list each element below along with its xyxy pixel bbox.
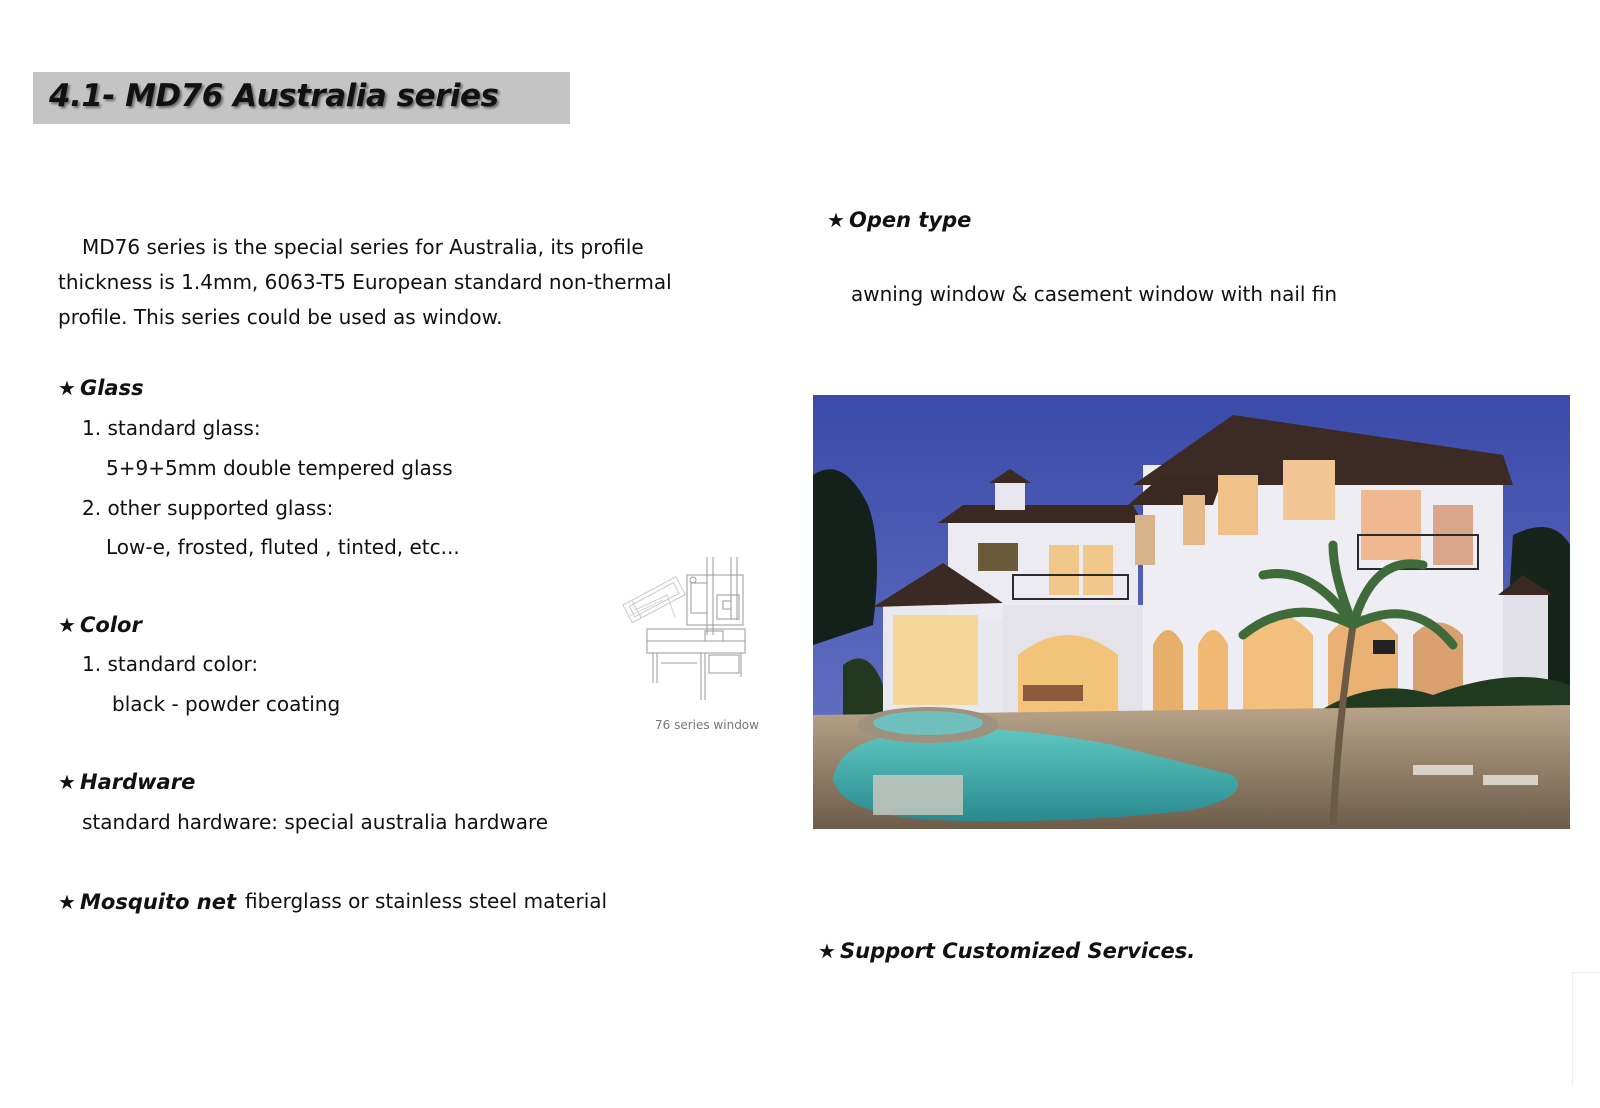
glass-item2-label: 2. other supported glass: <box>82 496 334 520</box>
color-item1-value: black - powder coating <box>112 692 341 716</box>
open-type-heading <box>827 208 971 232</box>
hardware-value: standard hardware: special australia hardware <box>82 810 549 834</box>
star-icon: ★ <box>58 613 76 637</box>
glass-heading <box>58 376 144 400</box>
villa-photo <box>813 395 1570 829</box>
open-type-heading-label: Open type <box>849 208 972 232</box>
intro-paragraph <box>58 230 678 335</box>
color-heading-label: Color <box>80 613 142 637</box>
customized-services-label: Support Customized Services. <box>840 939 1196 963</box>
mosquito-heading <box>58 890 236 914</box>
intro-line-2: thickness is 1.4mm, 6063-T5 European standard non-thermal <box>58 270 672 294</box>
mosquito-heading-label: Mosquito net <box>80 890 237 914</box>
page-title-bar <box>33 72 570 124</box>
hardware-heading <box>58 770 195 794</box>
profile-section-diagram <box>605 555 765 715</box>
glass-item1-label: 1. standard glass: <box>82 416 261 440</box>
intro-line-3: profile. This series could be used as window. <box>58 305 503 329</box>
color-item1-label: 1. standard color: <box>82 652 259 676</box>
star-icon: ★ <box>827 208 845 232</box>
star-icon: ★ <box>58 770 76 794</box>
mosquito-value: fiberglass or stainless steel material <box>245 889 608 913</box>
hardware-heading-label: Hardware <box>80 770 196 794</box>
star-icon: ★ <box>818 939 836 963</box>
customized-services-note <box>818 939 1195 963</box>
glass-item2-value: Low-e, frosted, fluted , tinted, etc... <box>106 535 460 559</box>
page-edge-divider <box>1572 972 1600 1085</box>
glass-heading-label: Glass <box>80 376 144 400</box>
diagram-caption: 76 series window <box>655 718 759 732</box>
open-type-value: awning window & casement window with nail fin <box>851 282 1338 306</box>
star-icon: ★ <box>58 890 76 914</box>
intro-line-1: MD76 series is the special series for Australia, its profile <box>82 235 644 259</box>
glass-item1-value: 5+9+5mm double tempered glass <box>106 456 453 480</box>
page-title: 4.1- MD76 Australia series <box>49 78 499 114</box>
star-icon: ★ <box>58 376 76 400</box>
color-heading <box>58 613 142 637</box>
